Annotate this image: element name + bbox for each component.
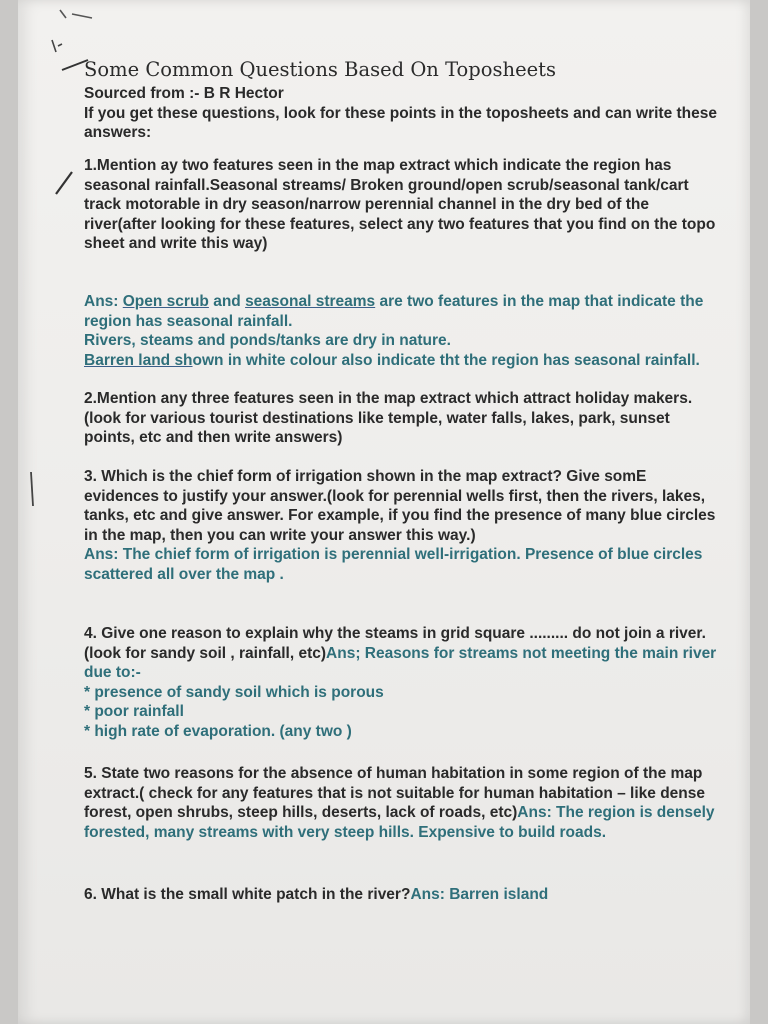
intro-text: If you get these questions, look for these points in the toposheets and can write these answers: (84, 104, 718, 142)
answer-1-line-3: Barren land shown in white colour also indicate tht the region has seasonal rainfall. (84, 351, 700, 369)
question-5-text: 5. State two reasons for the absence of human habitation in some region of the map extract.( check for any features that is not suitable for human habitation – like dense forest, open shrubs, steep hills, deserts, lack of roads, etc) (84, 765, 706, 822)
answer-3-text: Ans: The chief form of irrigation is perennial well-irrigation. Presence of blue circles scattered all over the map . (84, 546, 703, 583)
question-4-text: 4. Give one reason to explain why the steams in grid square ......... do not join a river. (84, 625, 706, 642)
question-4-hint-line (84, 644, 724, 683)
document-page (18, 0, 750, 1024)
question-3-block (84, 467, 724, 585)
answer-1-underline-barren-land: Barren land sh (84, 351, 193, 369)
answer-1-underline-open-scrub: Open scrub (122, 293, 209, 310)
question-4-hint: (look for sandy soil , rainfall, etc) (84, 644, 327, 662)
source-line: Sourced from :- B R Hector (84, 85, 284, 102)
answer-6-text: Ans: Barren island (410, 886, 549, 903)
question-1-block (84, 156, 724, 254)
question-3-text: 3. Which is the chief form of irrigation shown in the map extract? Give somE evidences to justify your answer.(look for perennial wells first, then the rivers, lakes, tanks, etc and give answer. For example, if you find the presence of many blue circles in the map, then you can write your answer this way.) (84, 468, 716, 544)
question-6-block (84, 885, 724, 905)
page-title: Some Common Questions Based On Toposheets (84, 58, 557, 81)
intro-block (84, 84, 724, 143)
answer-5-text: Ans: The region is densely forested, many streams with very steep hills. Expensive to build roads. (84, 804, 715, 841)
answer-4-point: * presence of sandy soil which is porous (84, 683, 384, 701)
answer-1-text: Ans: Open scrub and seasonal streams are two features in the map that indicate the region has seasonal rainfall. (84, 293, 704, 330)
question-6-text: 6. What is the small white patch in the river? (84, 886, 411, 903)
question-2-text: 2.Mention any three features seen in the map extract which attract holiday makers.(look for various tourist destinations like temple, water falls, lakes, park, sunset points, etc and then write answers) (84, 390, 693, 447)
answer-1-block (84, 292, 724, 370)
question-1-text: 1.Mention ay two features seen in the map extract which indicate the region has seasonal rainfall.Seasonal streams/ Broken ground/open scrub/seasonal tank/cart track motorable in dry season/narrow perennial channel in the dry bed of the river(after looking for these features, select any two features that you find on the topo sheet and write this way) (84, 157, 716, 253)
pen-tick-mark (54, 168, 78, 198)
answer-1-line-2: Rivers, steams and ponds/tanks are dry in nature. (84, 332, 451, 350)
question-2-block (84, 389, 724, 448)
question-5-block (84, 764, 724, 842)
answer-1-underline-seasonal-streams: seasonal streams (245, 293, 376, 310)
question-4-block (84, 624, 724, 742)
question-6-line (84, 885, 724, 905)
question-5-line (84, 764, 724, 842)
answer-4-point: * high rate of evaporation. (any two ) (84, 722, 352, 740)
answer-4-point: * poor rainfall (84, 703, 184, 721)
answer-4-text: Ans; Reasons for streams not meeting the main river due to:- (84, 644, 717, 682)
pen-vertical-mark (24, 470, 40, 510)
